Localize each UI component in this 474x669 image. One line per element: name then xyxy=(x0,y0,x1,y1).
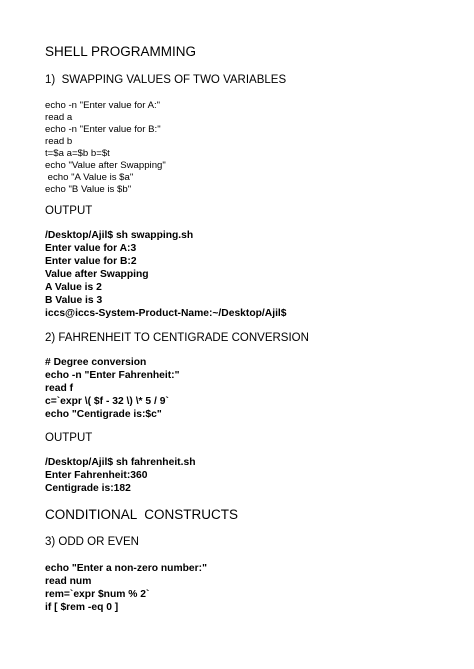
output-line: /Desktop/Ajil$ sh fahrenheit.sh xyxy=(45,457,196,468)
code-line: read f xyxy=(45,383,74,394)
code-line: # Degree conversion xyxy=(45,357,147,368)
section-heading-swap: 1) SWAPPING VALUES OF TWO VARIABLES xyxy=(45,74,287,86)
code-line: echo "Enter a non-zero number:" xyxy=(45,563,207,574)
output-line: Centigrade is:182 xyxy=(45,483,131,494)
code-line: read num xyxy=(45,576,92,587)
output-line: B Value is 3 xyxy=(45,295,103,306)
code-line: echo "Value after Swapping" xyxy=(45,160,166,171)
code-line: if [ $rem -eq 0 ] xyxy=(45,602,119,613)
output-label-swap: OUTPUT xyxy=(45,205,93,217)
code-line: echo "A Value is $a" xyxy=(45,172,134,183)
section-heading-odd-even: 3) ODD OR EVEN xyxy=(45,536,139,548)
code-line: echo "B Value is $b" xyxy=(45,184,132,195)
output-line: Value after Swapping xyxy=(45,269,149,280)
output-line: /Desktop/Ajil$ sh swapping.sh xyxy=(45,230,194,241)
code-line: read a xyxy=(45,112,73,123)
section-heading-fahrenheit: 2) FAHRENHEIT TO CENTIGRADE CONVERSION xyxy=(45,332,309,344)
section-heading-conditional: CONDITIONAL CONSTRUCTS xyxy=(45,507,239,522)
code-line: t=$a a=$b b=$t xyxy=(45,148,110,159)
output-line: Enter value for A:3 xyxy=(45,243,137,254)
code-line: echo -n "Enter Fahrenheit:" xyxy=(45,370,180,381)
code-line: echo -n "Enter value for A:" xyxy=(45,100,161,111)
output-line: Enter Fahrenheit:360 xyxy=(45,470,148,481)
output-label-fahrenheit: OUTPUT xyxy=(45,432,93,444)
output-line: Enter value for B:2 xyxy=(45,256,137,267)
code-line: echo "Centigrade is:$c" xyxy=(45,409,162,420)
output-line: A Value is 2 xyxy=(45,282,102,293)
code-line: rem=`expr $num % 2` xyxy=(45,589,150,600)
code-line: read b xyxy=(45,136,73,147)
code-line: c=`expr \( $f - 32 \) \* 5 / 9` xyxy=(45,396,169,407)
output-line: iccs@iccs-System-Product-Name:~/Desktop/Ajil$ xyxy=(45,308,287,319)
document-title: SHELL PROGRAMMING xyxy=(45,44,197,59)
code-line: echo -n "Enter value for B:" xyxy=(45,124,161,135)
